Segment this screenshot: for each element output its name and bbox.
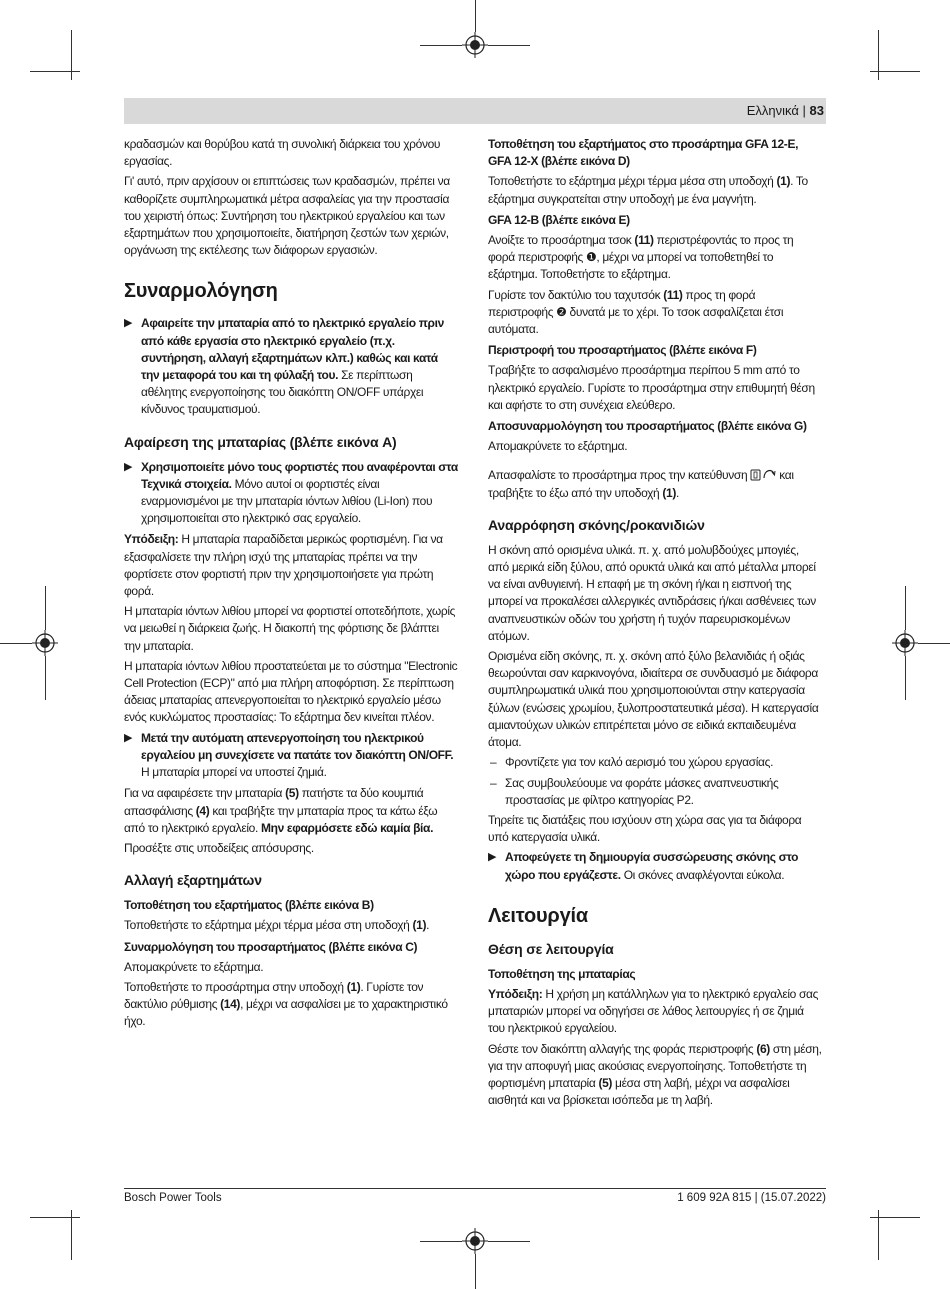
crop-mark <box>45 586 46 630</box>
crop-mark <box>0 643 32 644</box>
sub-subheading: Τοποθέτηση του εξαρτήματος στο προσάρτημα GFA 12-E, GFA 12-X (βλέπε εικόνα D) <box>488 137 799 169</box>
arrow-bullet-icon: ▶ <box>124 460 133 473</box>
warning-bold: Αφαιρείτε την μπαταρία από το ηλεκτρικό εργαλείο πριν από κάθε εργασία στο ηλεκτρικό εργαλείο (π.χ. συντήρηση, αλλαγή εξαρτημάτων κλπ.) καθώς και κατά την μεταφορά του και τη φύλαξή του. <box>141 316 444 383</box>
paragraph <box>488 232 822 284</box>
text-run: . <box>675 485 679 500</box>
text-run: Ανοίξτε το προσάρτημα τσοκ <box>488 233 635 248</box>
reference-number: (1) <box>776 174 791 189</box>
paragraph: Προσέξτε στις υποδείξεις απόσυρσης. <box>124 840 314 855</box>
list-item-text: Φροντίζετε για τον καλό αερισμό του χώρου εργασίας. <box>505 755 774 770</box>
text-run: Θέστε τον διακόπτη αλλαγής της φοράς περιστροφής <box>488 1041 757 1056</box>
subsection-heading: Αλλαγή εξαρτημάτων <box>124 872 262 889</box>
reference-number: (1) <box>662 485 676 500</box>
paragraph: Ορισμένα είδη σκόνης, π. χ. σκόνη από ξύλο βελανιδιάς ή οξιάς θεωρούνται σαν καρκινογόνα, ιδιαίτερα σε συνδυασμό με διάφορα συμπληρωματικά υλικά που χρησιμοποιούνται στην κατεργασία ξύλων (ενώσεις χρωμίου, ξυλοπροστατευτικά μέσα). Η κατεργασία αμιαντούχων υλικών επιτρέπεται μόνο σε ειδικά εκπαιδευμένα άτομα. <box>488 649 819 750</box>
reference-number: (5) <box>598 1075 613 1090</box>
crop-mark <box>475 0 476 32</box>
right-column <box>488 136 822 1112</box>
text-run: και τραβήξτε την μπαταρία προς τα κάτω έξω από το ηλεκτρικό εργαλείο. <box>124 803 438 835</box>
reference-number: (6) <box>756 1041 770 1056</box>
warning-text: Η μπαταρία μπορεί να υποστεί ζημιά. <box>141 765 327 780</box>
list-item-text: Σας συμβουλεύουμε να φοράτε μάσκες αναπνευστικής προστασίας με φίλτρο κατηγορίας P2. <box>505 775 779 807</box>
text-run: πατήστε τα δύο κουμπιά απασφάλισης <box>124 786 424 818</box>
subsection-heading: Θέση σε λειτουργία <box>488 940 614 957</box>
text-run: και τραβήξτε το έξω από την υποδοχή <box>488 468 794 500</box>
text-run: προς τη φορά περιστροφής <box>488 287 756 319</box>
reference-number: (11) <box>634 233 654 248</box>
crop-mark <box>420 1241 462 1242</box>
subsection-heading: Αναρρόφηση σκόνης/ροκανιδιών <box>488 516 705 533</box>
text-run: . <box>426 918 430 933</box>
subsection-heading: Αφαίρεση της μπαταρίας (βλέπε εικόνα A) <box>124 433 397 450</box>
arrow-bullet-icon: ▶ <box>124 731 133 744</box>
paragraph: Η σκόνη από ορισμένα υλικά. π. χ. από μολυβδούχες μπογιές, από μερικά είδη ξύλου, από ορυκτά υλικά και από μέταλλα μπορεί να είναι ανθυγιεινή. Η επαφή με τη σκόνη ή/και η εισπνοή της μπορεί να προκαλέσει αλλεργικές αντιδράσεις ή/και ασθένειες των αναπνευστικών οδών του χρήστη ή τυχόν παρευρισκομένων ατόμων. <box>488 542 816 643</box>
crop-mark <box>475 1254 476 1289</box>
text-run: Τοποθετήστε το εξάρτημα μέχρι τέρμα μέσα στη υποδοχή <box>124 918 413 933</box>
sub-subheading: GFA 12-B (βλέπε εικόνα E) <box>488 212 630 227</box>
sub-subheading: Τοποθέτηση του εξαρτήματος (βλέπε εικόνα B) <box>124 898 374 913</box>
sub-subheading: Αποσυναρμολόγηση του προσαρτήματος (βλέπε εικόνα G) <box>488 419 807 434</box>
text-run: Απασφαλίστε το προσάρτημα προς την κατεύθυνση <box>488 468 751 483</box>
crop-mark <box>488 45 530 46</box>
page-number: 83 <box>809 103 824 118</box>
warning-item <box>488 849 822 883</box>
warning-bold: Μετά την αυτόματη απενεργοποίηση του ηλεκτρικού εργαλείου μη συνεχίσετε να πατάτε τον διακόπτη ON/OFF. <box>141 730 454 762</box>
reference-number: (1) <box>412 918 427 933</box>
note-label: Υπόδειξη: <box>488 986 543 1001</box>
paragraph: Απομακρύνετε το εξάρτημα. <box>124 959 264 974</box>
note-label: Υπόδειξη: <box>124 532 179 547</box>
text-run: . Το εξάρτημα συγκρατείται στην υποδοχή με ένα μαγνήτη. <box>488 174 808 206</box>
note-paragraph <box>488 986 822 1038</box>
paragraph: Τραβήξτε το ασφαλισμένο προσάρτημα περίπου 5 mm από το ηλεκτρικό εργαλείο. Γυρίστε το προσάρτημα στην επιθυμητή θέση και αφήστε το στη συνέχεια ελεύθερο. <box>488 363 815 412</box>
warning-item <box>124 459 458 528</box>
text-run: Τοποθετήστε το προσάρτημα στην υποδοχή <box>124 979 347 994</box>
paragraph <box>488 173 822 207</box>
section-heading: Λειτουργία <box>488 904 588 927</box>
paragraph: κραδασμών και θορύβου κατά τη συνολική διάρκεια του χρόνου εργασίας. <box>124 137 441 169</box>
registration-mark-icon <box>462 1228 488 1254</box>
rotation-direction-2-icon: ❷ <box>556 304 567 319</box>
text-run: Τοποθετήστε το εξάρτημα μέχρι τέρμα μέσα στη υποδοχή <box>488 174 777 189</box>
paragraph <box>124 785 458 837</box>
text-run: , μέχρι να ασφαλίσει με το χαρακτηριστικό ήχο. <box>124 997 448 1029</box>
reference-number: (14) <box>220 997 241 1012</box>
footer-doc-ref: 1 609 92A 815 | (15.07.2022) <box>677 1192 826 1204</box>
warning-bold: Χρησιμοποιείτε μόνο τους φορτιστές που αναφέρονται στα Τεχνικά στοιχεία. <box>141 459 458 491</box>
sub-subheading: Τοποθέτηση της μπαταρίας <box>488 966 636 981</box>
footer-rule <box>124 1188 826 1189</box>
section-heading: Συναρμολόγηση <box>124 280 278 303</box>
bold-run: Μην εφαρμόσετε εδώ καμία βία. <box>260 820 434 835</box>
crop-mark <box>905 586 906 630</box>
crop-mark <box>420 45 462 46</box>
paragraph: Τηρείτε τις διατάξεις που ισχύουν στη χώρα σας για τα διάφορα υπό κατεργασία υλικά. <box>488 812 802 845</box>
paragraph: Η μπαταρία ιόντων λιθίου μπορεί να φορτιστεί οποτεδήποτε, χωρίς να μειωθεί η διάρκεια ζωής. Η διακοπή της φόρτισης δε βλάπτει την μπαταρία. <box>124 604 456 653</box>
paragraph <box>488 1041 822 1110</box>
text-run: . Γυρίστε τον δακτύλιο ρύθμισης <box>124 979 424 1012</box>
warning-item <box>124 730 458 782</box>
left-column <box>124 136 458 1034</box>
paragraph <box>124 979 458 1031</box>
crop-mark <box>918 643 950 644</box>
text-run: μέσα στη λαβή, μέχρι να ασφαλίσει αισθητά και να βρίσκεται ισόπεδα με τη λαβή. <box>488 1075 790 1108</box>
reference-number: (4) <box>195 803 210 818</box>
crop-mark <box>30 1217 80 1218</box>
registration-mark-icon <box>32 630 58 656</box>
language-label: Ελληνικά <box>746 103 799 118</box>
text-run: στη μέση, για την αποφυγή μιας ακούσιας ενεργοποίησης. Τοποθετήστε τη φορτισμένη μπαταρία <box>488 1041 822 1090</box>
arrow-bullet-icon: ▶ <box>124 317 133 330</box>
text-run: Γυρίστε τον δακτύλιο του ταχυτσόκ <box>488 287 664 302</box>
arrow-bullet-icon: ▶ <box>488 851 497 864</box>
paragraph: Η μπαταρία ιόντων λιθίου προστατεύεται με το σύστημα "Electronic Cell Protection (ECP)" από μια πλήρη αποφόρτιση. Σε περίπτωση άδειας μπαταρίας απενεργοποιείται το ηλεκτρικό εργαλείο μέσω ενός κυκλώματος προστασίας: Το εξάρτημα δεν κινείται πλέον. <box>124 658 458 725</box>
note-paragraph <box>124 531 458 600</box>
paragraph <box>488 287 822 339</box>
crop-mark <box>45 656 46 700</box>
sub-subheading: Περιστροφή του προσαρτήματος (βλέπε εικόνα F) <box>488 343 757 358</box>
warning-text: Σε περίπτωση αθέλητης ενεργοποίησης του διακόπτη ON/OFF υπάρχει κίνδυνος τραυματισμού. <box>141 368 424 417</box>
unlock-direction-icon <box>750 466 776 482</box>
crop-mark <box>870 1217 920 1218</box>
text-run: δυνατά με το χέρι. Το τσοκ ασφαλίζεται έτσι αυτόματα. <box>488 304 784 337</box>
crop-mark <box>870 71 920 72</box>
header-bar <box>124 98 826 124</box>
paragraph <box>488 466 822 501</box>
warning-bold: Αποφεύγετε τη δημιουργία συσσώρευσης σκόνης στο χώρο που εργάζεστε. <box>505 850 799 882</box>
list-item: – Φροντίζετε για τον καλό αερισμό του χώρου εργασίας. <box>490 755 774 770</box>
crop-mark <box>905 656 906 700</box>
warning-text: Οι σκόνες αναφλέγονται εύκολα. <box>623 867 785 882</box>
text-run: περιστρέφοντάς το προς τη φορά περιστροφής <box>488 233 794 265</box>
reference-number: (11) <box>663 287 683 302</box>
note-text: Η μπαταρία παραδίδεται μερικώς φορτισμένη. Για να εξασφαλίσετε την πλήρη ισχύ της μπαταρίας πρέπει να την φορτίσετε στον φορτιστή πριν την χρησιμοποιήσετε για πρώτη φορά. <box>124 532 443 599</box>
crop-mark <box>878 30 879 80</box>
sub-subheading: Συναρμολόγηση του προσαρτήματος (βλέπε εικόνα C) <box>124 939 418 954</box>
crop-mark <box>488 1241 530 1242</box>
rotation-direction-1-icon: ❶ <box>585 250 597 265</box>
text-run: , μέχρι να μπορεί να τοποθετηθεί το εξάρτημα. Τοποθετήστε το εξάρτημα. <box>488 250 774 282</box>
note-text: Η χρήση μη κατάλληλων για το ηλεκτρικό εργαλείο σας μπαταριών μπορεί να οδηγήσει σε λάθος λειτουργίες ή σε ζημιά του ηλεκτρικού εργαλείου. <box>488 986 819 1036</box>
footer-brand: Bosch Power Tools <box>124 1192 222 1204</box>
list-item: – Σας συμβουλεύουμε να φοράτε μάσκες αναπνευστικής προστασίας με φίλτρο κατηγορίας P2. <box>490 775 779 807</box>
paragraph <box>124 917 458 934</box>
registration-mark-icon <box>462 32 488 58</box>
text-run: Για να αφαιρέσετε την μπαταρία <box>124 786 286 801</box>
crop-mark <box>30 71 80 72</box>
paragraph: Απομακρύνετε το εξάρτημα. <box>488 439 628 454</box>
crop-mark <box>71 30 72 80</box>
warning-item <box>124 315 458 418</box>
reference-number: (1) <box>346 979 361 994</box>
page-header: Ελληνικά | 83 <box>746 103 824 118</box>
registration-mark-icon <box>892 630 918 656</box>
reference-number: (5) <box>285 786 299 801</box>
paragraph: Γι' αυτό, πριν αρχίσουν οι επιπτώσεις των κραδασμών, πρέπει να καθορίζετε συμπληρωματικά μέτρα ασφαλείας για την προστασία του χειριστή όπως: Συντήρηση του ηλεκτρικού εργαλείου και των εξαρτημάτων που χρησιμοποιείτε, διατήρηση ζεστών των χεριών, οργάνωση της εκτέλεσης των διάφορων εργασιών. <box>124 174 450 258</box>
warning-text: Μόνο αυτοί οι φορτιστές είναι εναρμονισμένοι με την μπαταρία ιόντων λιθίου (Li-Ion) που χρησιμοποιείται στο ηλεκτρικό σας εργαλείο. <box>141 476 433 526</box>
